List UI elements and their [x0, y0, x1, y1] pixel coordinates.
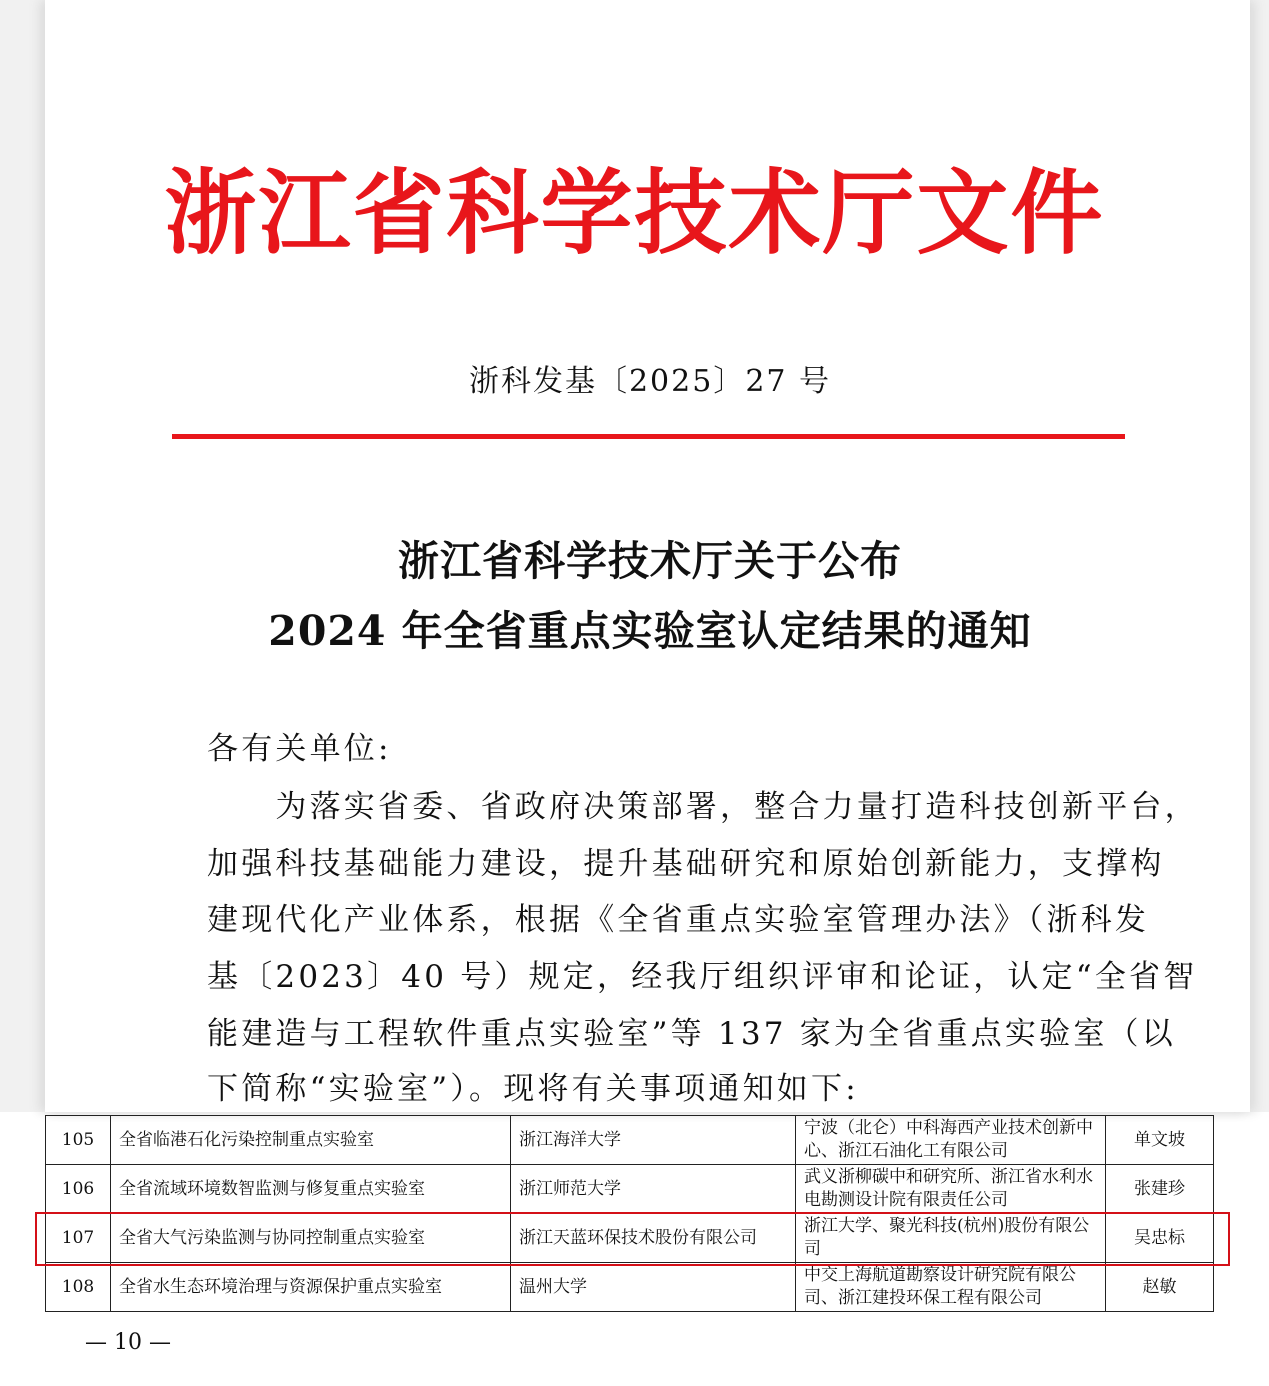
body-line: 为落实省委、省政府决策部署，整合力量打造科技创新平台，	[207, 789, 1199, 825]
document-number: 浙科发基〔2025〕27 号	[468, 364, 832, 399]
row-number: 105	[46, 1116, 111, 1165]
salutation: 各有关单位:	[207, 731, 392, 767]
director: 赵敏	[1106, 1263, 1214, 1312]
lab-name: 全省水生态环境治理与资源保护重点实验室	[111, 1263, 511, 1312]
table-row	[46, 1116, 1214, 1165]
lead-unit: 浙江海洋大学	[511, 1116, 796, 1165]
lead-unit: 温州大学	[511, 1263, 796, 1312]
body-line: 建现代化产业体系，根据《全省重点实验室管理办法》（浙科发	[207, 902, 1150, 938]
partner-units: 武义浙柳碳中和研究所、浙江省水利水电勘测设计院有限责任公司	[796, 1165, 1106, 1214]
body-line: 下简称“实验室”）。现将有关事项通知如下:	[207, 1071, 859, 1107]
lead-unit: 浙江师范大学	[511, 1165, 796, 1214]
lead-unit: 浙江天蓝环保技术股份有限公司	[511, 1214, 796, 1263]
partner-units: 中交上海航道勘察设计研究院有限公司、浙江建投环保工程有限公司	[796, 1263, 1106, 1312]
body-line: 基〔2023〕40 号）规定，经我厅组织评审和论证，认定“全省智	[207, 959, 1198, 995]
highlight-box	[35, 1212, 1230, 1266]
document-header-title: 浙江省科学技术厅文件	[164, 160, 1105, 267]
lab-name: 全省临港石化污染控制重点实验室	[111, 1116, 511, 1165]
notice-title-line-1: 浙江省科学技术厅关于公布	[398, 537, 902, 585]
director: 吴忠标	[1106, 1214, 1214, 1263]
director: 张建珍	[1106, 1165, 1214, 1214]
header-divider	[172, 434, 1125, 439]
row-number: 106	[46, 1165, 111, 1214]
row-number: 108	[46, 1263, 111, 1312]
lab-name: 全省流域环境数智监测与修复重点实验室	[111, 1165, 511, 1214]
table-row	[46, 1165, 1214, 1214]
table-row	[46, 1263, 1214, 1312]
row-number: 107	[46, 1214, 111, 1263]
partner-units: 浙江大学、聚光科技(杭州)股份有限公司	[796, 1214, 1106, 1263]
page-number: — 10 —	[85, 1330, 171, 1355]
body-line: 能建造与工程软件重点实验室”等 137 家为全省重点实验室（以	[207, 1016, 1176, 1052]
director: 单文坡	[1106, 1116, 1214, 1165]
notice-title-line-2: 2024 年全省重点实验室认定结果的通知	[268, 607, 1032, 655]
partner-units: 宁波（北仑）中科海西产业技术创新中心、浙江石油化工有限公司	[796, 1116, 1106, 1165]
body-line: 加强科技基础能力建设，提升基础研究和原始创新能力，支撑构	[207, 846, 1165, 882]
lab-name: 全省大气污染监测与协同控制重点实验室	[111, 1214, 511, 1263]
